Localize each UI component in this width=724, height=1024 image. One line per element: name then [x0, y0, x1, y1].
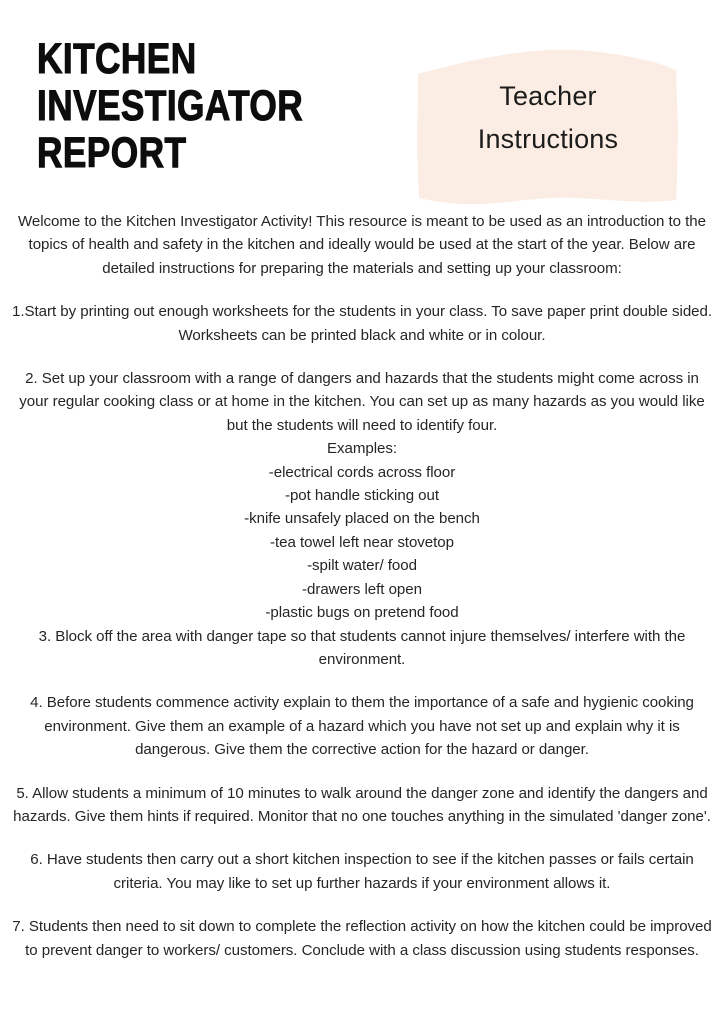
- step-4-paragraph: 4. Before students commence activity explain to them the importance of a safe and hygienic cooking environment. Give them an example of a hazard which you have not set up and explain why it is dangerous. Give them the corrective action for the hazard or danger.: [30, 694, 694, 759]
- page-title-line-1: KITCHEN: [37, 35, 197, 83]
- list-item: -drawers left open: [302, 580, 422, 598]
- list-item: -spilt water/ food: [307, 557, 417, 575]
- badge-line-1: Teacher: [499, 81, 597, 111]
- list-item: -plastic bugs on pretend food: [265, 604, 459, 622]
- list-item: -tea towel left near stovetop: [270, 533, 454, 551]
- document-header: [0, 0, 724, 208]
- page-title: [37, 36, 332, 177]
- step-3-paragraph: 3. Block off the area with danger tape so that students cannot injure themselves/ interfere with the environment.: [38, 627, 686, 668]
- badge-line-2: Instructions: [477, 124, 619, 154]
- teacher-instructions-badge: [414, 28, 682, 208]
- step-1-paragraph: 1.Start by printing out enough worksheets for the students in your class. To save paper print double sided. Worksheets can be printed black and white or in colour.: [12, 303, 713, 344]
- list-item: -knife unsafely placed on the bench: [244, 510, 480, 528]
- instructions-body: [12, 210, 712, 962]
- hazard-examples-list: [12, 461, 712, 625]
- page-title-line-2: INVESTIGATOR: [37, 82, 304, 130]
- list-item: -pot handle sticking out: [284, 487, 440, 505]
- list-item: -electrical cords across floor: [268, 463, 456, 481]
- step-2-paragraph: 2. Set up your classroom with a range of dangers and hazards that the students might come across in your regular cooking class or at home in the kitchen. You can set up as many hazards as you would like but the students will need to identify four.: [19, 370, 705, 434]
- step-7-paragraph: 7. Students then need to sit down to complete the reflection activity on how the kitchen could be improved to prevent danger to workers/ customers. Conclude with a class discussion using students responses.: [12, 918, 712, 959]
- page-title-line-3: REPORT: [37, 129, 187, 177]
- torn-paper-shape: [414, 28, 682, 208]
- step-5-paragraph: 5. Allow students a minimum of 10 minutes to walk around the danger zone and identify the dangers and hazards. Give them hints if required. Monitor that no one touches anything in the simulated 'danger zone'.: [13, 784, 711, 825]
- examples-label: Examples:: [326, 440, 397, 458]
- step-6-paragraph: 6. Have students then carry out a short kitchen inspection to see if the kitchen passes or fails certain criteria. You may like to set up further hazards if your environment allows it.: [30, 851, 694, 892]
- intro-paragraph: Welcome to the Kitchen Investigator Activity! This resource is meant to be used as an introduction to the topics of health and safety in the kitchen and ideally would be used at the start of the year. Below are detailed instructions for preparing the materials and setting up your classroom:: [17, 213, 707, 277]
